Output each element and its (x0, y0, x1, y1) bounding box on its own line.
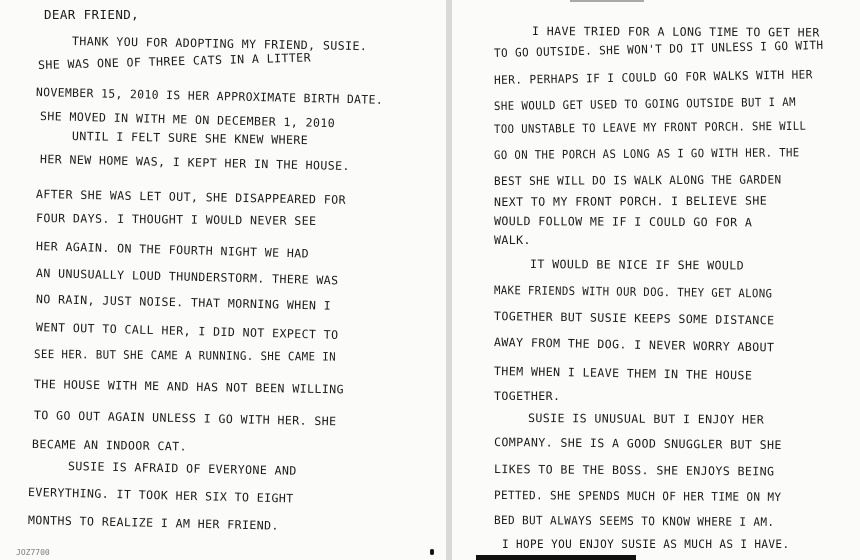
letter-line: EVERYTHING. IT TOOK HER SIX TO EIGHT (27, 485, 294, 506)
letter-line: LIKES TO BE THE BOSS. SHE ENJOYS BEING (493, 462, 775, 479)
letter-line: THE HOUSE WITH ME AND HAS NOT BEEN WILLING (33, 377, 345, 397)
letter-line: SEE HER. BUT SHE CAME A RUNNING. SHE CAME IN (33, 347, 337, 364)
letter-line: NOVEMBER 15, 2010 IS HER APPROXIMATE BIRTH DATE. (35, 85, 384, 107)
letter-line: TOGETHER. (494, 389, 561, 403)
letter-line: I HOPE YOU ENJOY SUSIE AS MUCH AS I HAVE. (502, 537, 790, 551)
letter-line: GO ON THE PORCH AS LONG AS I GO WITH HER. THE (493, 145, 800, 162)
letter-line: WENT OUT TO CALL HER, I DID NOT EXPECT TO (35, 320, 339, 342)
letter-line: HER. PERHAPS IF I COULD GO FOR WALKS WITH HER (493, 67, 813, 87)
letter-line: MONTHS TO REALIZE I AM HER FRIEND. (27, 513, 280, 533)
letter-line: UNTIL I FELT SURE SHE KNEW WHERE (71, 129, 309, 148)
letter-line: TOO UNSTABLE TO LEAVE MY FRONT PORCH. SHE WILL (493, 118, 807, 136)
letter-line: SHE WAS ONE OF THREE CATS IN A LITTER (37, 50, 312, 72)
letter-line: WOULD FOLLOW ME IF I COULD GO FOR A (493, 214, 753, 230)
letter-line: SHE MOVED IN WITH ME ON DECEMBER 1, 2010 (39, 109, 336, 131)
letter-line: AWAY FROM THE DOG. I NEVER WORRY ABOUT (493, 335, 775, 355)
letter-page-right (452, 0, 860, 560)
letter-line: I HAVE TRIED FOR A LONG TIME TO GET HER (531, 24, 820, 40)
corner-mark: JOZ7700 (16, 548, 50, 557)
letter-line: TOGETHER BUT SUSIE KEEPS SOME DISTANCE (493, 309, 775, 328)
letter-line: BEST SHE WILL DO IS WALK ALONG THE GARDEN (493, 172, 782, 188)
letter-line: BED BUT ALWAYS SEEMS TO KNOW WHERE I AM. (493, 513, 775, 529)
top-smudge (570, 0, 644, 2)
letter-line: TO GO OUT AGAIN UNLESS I GO WITH HER. SHE (33, 408, 337, 429)
letter-line: WALK. (494, 233, 531, 247)
letter-line: SUSIE IS UNUSUAL BUT I ENJOY HER (527, 411, 765, 427)
letter-line: NO RAIN, JUST NOISE. THAT MORNING WHEN I (35, 292, 332, 313)
letter-line: HER AGAIN. ON THE FOURTH NIGHT WE HAD (35, 239, 310, 261)
letter-line: IT WOULD BE NICE IF SHE WOULD (529, 257, 745, 273)
letter-line: THEM WHEN I LEAVE THEM IN THE HOUSE (493, 364, 753, 383)
letter-line: BECAME AN INDOOR CAT. (31, 437, 188, 454)
letter-line: TO GO OUTSIDE. SHE WON'T DO IT UNLESS I GO WITH (493, 37, 824, 60)
letter-line: AN UNUSUALLY LOUD THUNDERSTORM. THERE WAS (35, 266, 339, 288)
letter-line: AFTER SHE WAS LET OUT, SHE DISAPPEARED FOR (35, 187, 347, 207)
ink-blot (430, 549, 434, 555)
letter-salutation: DEAR FRIEND, (44, 7, 140, 22)
letter-line: NEXT TO MY FRONT PORCH. I BELIEVE SHE (493, 193, 768, 209)
letter-line: THANK YOU FOR ADOPTING MY FRIEND, SUSIE. (71, 34, 368, 54)
letter-line: SUSIE IS AFRAID OF EVERYONE AND (67, 459, 297, 478)
letter-line: FOUR DAYS. I THOUGHT I WOULD NEVER SEE (35, 211, 317, 228)
letter-line: COMPANY. SHE IS A GOOD SNUGGLER BUT SHE (493, 435, 782, 453)
letter-line: PETTED. SHE SPENDS MUCH OF HER TIME ON MY (493, 488, 782, 505)
letter-line: HER NEW HOME WAS, I KEPT HER IN THE HOUSE. (39, 152, 351, 174)
letter-line: MAKE FRIENDS WITH OUR DOG. THEY GET ALONG (493, 283, 773, 301)
letter-line: SHE WOULD GET USED TO GOING OUTSIDE BUT I AM (493, 94, 797, 113)
bottom-edge-shadow (476, 555, 636, 560)
